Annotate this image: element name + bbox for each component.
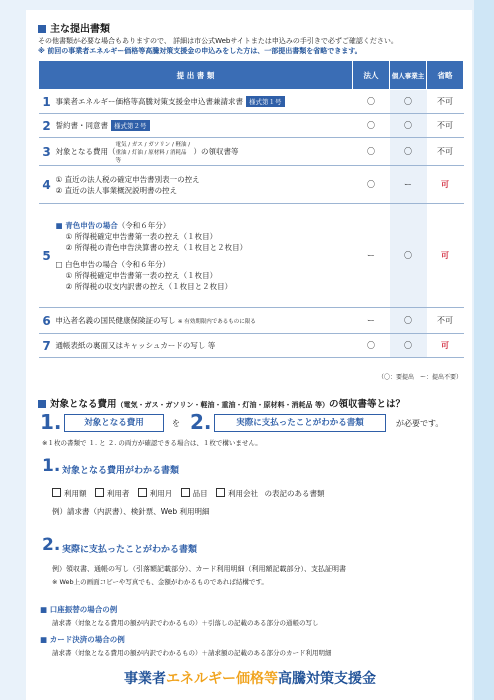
row-line: ① 直近の法人税の確定申告書別表一の控え <box>55 174 200 184</box>
checkbox-icon <box>52 488 61 497</box>
form-badge: 様式第２号 <box>111 120 150 131</box>
table-row <box>39 114 464 138</box>
intro-line-2: ※ 前回の事業者エネルギー価格等高騰対策支援金の申込みをした方は、一部提出書類を省略できます。 <box>38 47 362 55</box>
row-document-text: 申込者名義の国民健康保険証の写し <box>55 316 176 325</box>
particle-wo: を <box>172 419 180 428</box>
square-icon <box>38 400 46 408</box>
intro-text <box>38 36 468 56</box>
step-1-number: 1. <box>40 410 62 434</box>
check-label: 利用者 <box>106 489 130 498</box>
cell-individual: 〇 <box>390 334 427 358</box>
row-line: ② 所得税の収支内訳書の控え（１枚目と２枚目） <box>65 281 233 291</box>
question-text: 対象となる費用 <box>50 399 117 410</box>
cell-omit: 不可 <box>427 114 464 138</box>
cell-individual: 〇 <box>390 138 427 166</box>
header-individual: 個人事業主 <box>390 61 427 90</box>
right-stripe <box>474 0 494 700</box>
cell-omit: 可 <box>427 204 464 308</box>
header-omit: 省略 <box>427 61 464 90</box>
table-row <box>39 334 464 358</box>
table-legend: （〇：要提出 ー：提出不要） <box>377 374 462 381</box>
document-page <box>26 10 472 700</box>
row-document <box>55 166 353 204</box>
footer-part-b: エネルギー価格等 <box>166 671 278 687</box>
required-text: が必要です。 <box>396 419 444 428</box>
row-line: ② 直近の法人事業概況説明書の控え <box>55 185 178 195</box>
row-number: 7 <box>39 334 55 358</box>
intro-line-1: その他書類が必要な場合もありますので、 詳細は市公式Webサイトまたは申込みの手引きで必ずご確認ください。 <box>38 37 398 45</box>
cell-omit: 不可 <box>427 308 464 334</box>
check-tail: の表記のある書類 <box>264 489 325 498</box>
row-number: 3 <box>39 138 55 166</box>
row-line: ① 所得税確定申告書第一表の控え（１枚目） <box>65 231 218 241</box>
section-2-number: 2. <box>42 535 61 555</box>
row-line: ② 所得税の青色申告決算書の控え（１枚目と２枚目） <box>65 242 248 252</box>
header-corporation: 法人 <box>353 61 390 90</box>
heading-text: 主な提出書類 <box>50 24 110 35</box>
cell-individual: 〇 <box>390 308 427 334</box>
cell-omit: 可 <box>427 166 464 204</box>
cell-corporation: ー <box>353 308 390 334</box>
row-number: 4 <box>39 166 55 204</box>
check-label: 利用月 <box>149 489 173 498</box>
cell-corporation: ー <box>353 204 390 308</box>
example-2-text: 請求書（対象となる費用の額が内訳でわかるもの）＋請求額の記載のある部分のカード利用明細 <box>52 649 332 657</box>
row-document <box>55 90 353 114</box>
row-number: 1 <box>39 90 55 114</box>
question-heading <box>38 396 405 410</box>
section-1-title: 対象となる費用がわかる書類 <box>62 466 180 476</box>
blue-return-label: ■ 青色申告の場合 <box>55 220 118 230</box>
square-icon <box>38 25 46 33</box>
footer-title <box>40 668 460 688</box>
row-number: 2 <box>39 114 55 138</box>
white-return-heading: □ 白色申告の場合（令和６年分） <box>55 259 170 269</box>
table-row <box>39 308 464 334</box>
cell-corporation: 〇 <box>353 114 390 138</box>
row-number: 5 <box>39 204 55 308</box>
section-1-number: 1. <box>42 456 61 476</box>
cell-individual: 〇 <box>390 114 427 138</box>
cell-corporation: 〇 <box>353 90 390 114</box>
cell-omit: 不可 <box>427 138 464 166</box>
section-2-note: ※ Web上の画面コピーや写真でも、金額がわかるものであれば結構です。 <box>52 578 268 586</box>
section-2-example: 例）領収書、通帳の写し（引落額記載部分）、カード利用明細（利用額記載部分）、支払証明書 <box>52 565 346 573</box>
cell-corporation: 〇 <box>353 166 390 204</box>
section-1-example: 例）請求書（内訳書）、検針票、Web 利用明細 <box>52 507 210 516</box>
example-1-title: ■ 口座振替の場合の例 <box>40 605 118 614</box>
table-row <box>39 166 464 204</box>
question-cost-types: （電気・ガス・ガソリン・軽油・重油・灯油・原材料・消耗品 等） <box>116 401 329 409</box>
check-label: 利用額 <box>64 489 87 498</box>
table-row <box>39 90 464 114</box>
step-note: ※１枚の書類で １. と ２. の両方が確認できる場合は、１枚で構いません。 <box>42 439 262 447</box>
blue-return-year: （令和６年分） <box>117 220 171 230</box>
footer-part-a: 事業者 <box>124 671 166 687</box>
row-number: 6 <box>39 308 55 334</box>
row-line: ① 所得税確定申告書第一表の控え（１枚目） <box>65 270 218 280</box>
row-document <box>55 308 353 334</box>
cell-individual: ー <box>390 166 427 204</box>
section-1-checks <box>46 488 324 499</box>
cell-individual: 〇 <box>390 90 427 114</box>
row-document <box>55 114 353 138</box>
cell-omit: 可 <box>427 334 464 358</box>
cell-corporation: 〇 <box>353 334 390 358</box>
footer-part-c: 高騰対策支援金 <box>278 671 376 687</box>
row-document-text: 事業者エネルギー価格等高騰対策支援金申込書兼請求書 <box>55 97 243 106</box>
check-label: 利用会社 <box>228 489 259 498</box>
cost-types: 電気 / ガス / ガソリン / 軽油 / 重油 / 灯油 / 原材料 / 消耗品 等 <box>115 141 191 164</box>
section-heading <box>38 20 110 35</box>
step-2-number: 2. <box>190 410 212 434</box>
cell-omit: 不可 <box>427 90 464 114</box>
required-documents-table <box>38 60 464 358</box>
row-document-text-end: ）の領収書等 <box>193 146 239 156</box>
row-document <box>55 138 353 166</box>
table-row <box>39 138 464 166</box>
checkbox-icon <box>95 488 104 497</box>
question-end: の領収書等とは？ <box>328 399 405 410</box>
header-documents: 提 出 書 類 <box>39 61 353 90</box>
table-header <box>39 61 464 90</box>
check-label: 品目 <box>192 489 208 498</box>
example-1-text: 請求書（対象となる費用の額が内訳でわかるもの）＋引落しの記載のある部分の通帳の写し <box>52 619 319 627</box>
cell-individual: 〇 <box>390 204 427 308</box>
checkbox-icon <box>216 488 225 497</box>
row-document <box>55 204 353 308</box>
row-note: ※ 有効期限内であるものに限る <box>177 319 256 325</box>
form-badge: 様式第１号 <box>246 96 285 107</box>
step-2-box: 実際に支払ったことがわかる書類 <box>214 414 386 432</box>
row-document-text: 誓約書・同意書 <box>55 121 108 130</box>
row-document: 通帳表紙の裏面又はキャッシュカードの写し 等 <box>55 334 353 358</box>
table-row <box>39 204 464 308</box>
checkbox-icon <box>138 488 147 497</box>
section-2-title: 実際に支払ったことがわかる書類 <box>62 545 198 555</box>
checkbox-icon <box>181 488 190 497</box>
blue-return-heading <box>56 220 352 231</box>
step-1-box: 対象となる費用 <box>64 414 164 432</box>
row-document-text: 対象となる費用（ <box>55 146 116 156</box>
cell-corporation: 〇 <box>353 138 390 166</box>
example-2-title: ■ カード決済の場合の例 <box>40 635 125 644</box>
